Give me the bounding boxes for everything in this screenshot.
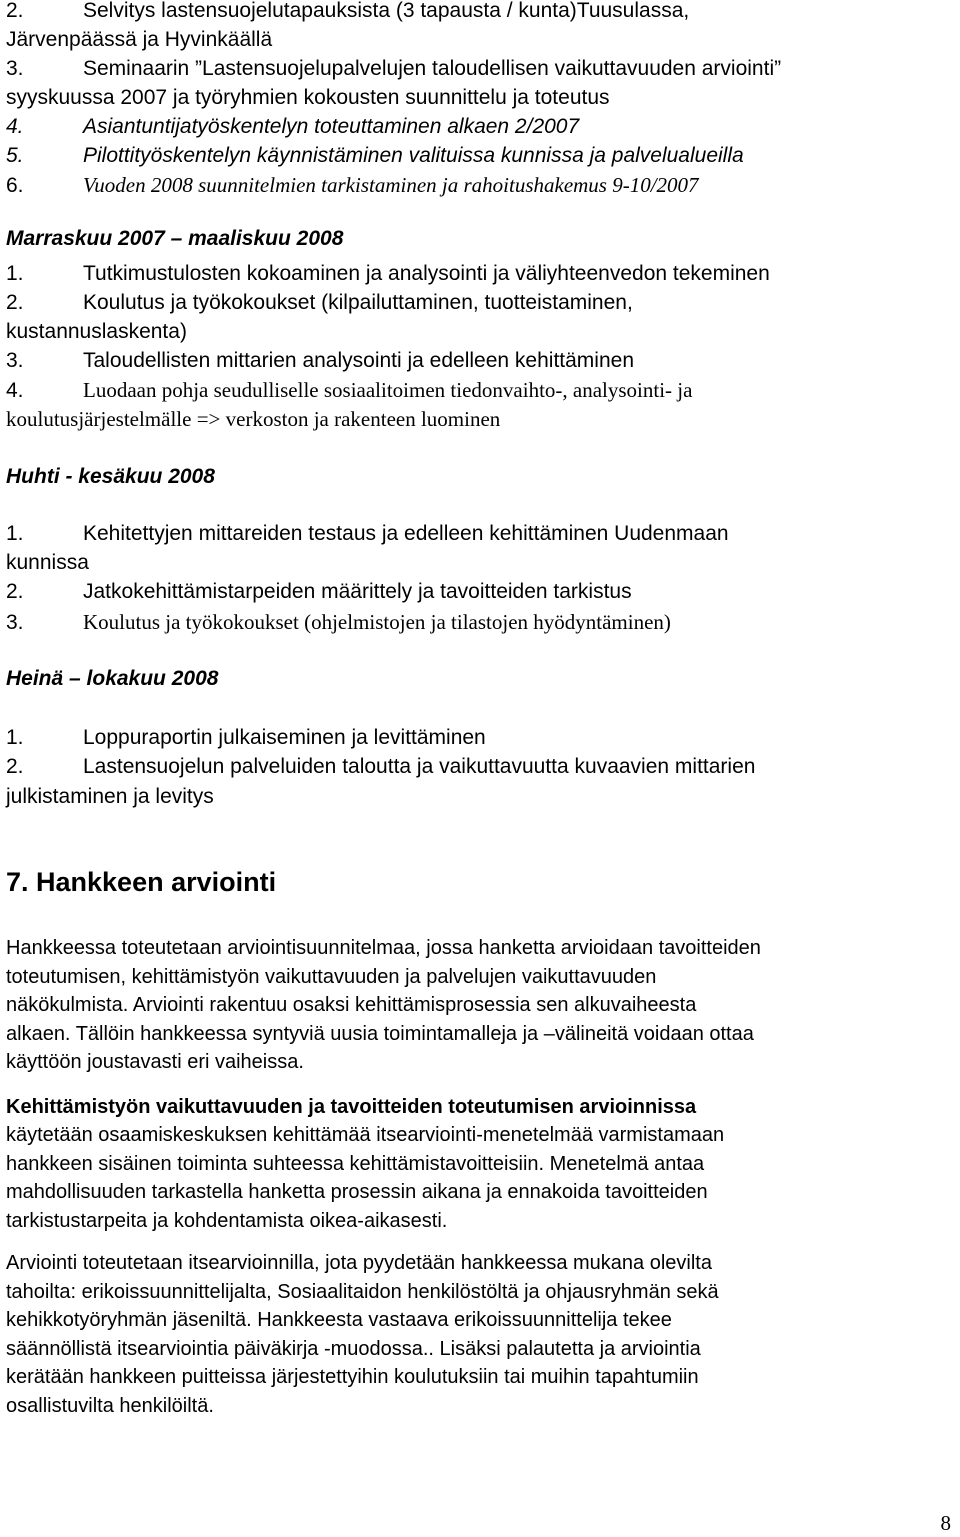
list-item <box>6 172 699 199</box>
list-item <box>6 579 632 605</box>
list-item <box>6 290 633 316</box>
list-item-continuation <box>6 319 187 345</box>
list-item-continuation <box>6 550 89 576</box>
section-heading: Marraskuu 2007 – maaliskuu 2008 <box>6 227 344 250</box>
paragraph-line: kerätään hankkeen puitteissa järjestettyihin koulutuksiin tai muihin tapahtumiin <box>6 1366 699 1388</box>
list-text: Jatkokehittämistarpeiden määrittely ja tavoitteiden tarkistus <box>83 580 632 603</box>
list-item-continuation <box>6 406 500 432</box>
paragraph-line: toteutumisen, kehittämistyön vaikuttavuuden ja palvelujen vaikuttavuuden <box>6 966 657 988</box>
list-item <box>6 754 755 780</box>
list-number: 3. <box>6 349 24 372</box>
list-number: 2. <box>6 291 24 314</box>
list-item <box>6 0 689 24</box>
list-item-continuation <box>6 85 610 111</box>
list-number: 2. <box>6 580 24 603</box>
list-text: Asiantuntijatyöskentelyn toteuttaminen alkaen 2/2007 <box>83 115 580 138</box>
list-item <box>6 56 781 82</box>
paragraph-line: säännöllistä itsearviointia päiväkirja -muodossa.. Lisäksi palautetta ja arviointia <box>6 1338 701 1360</box>
list-text: Pilottityöskentelyn käynnistäminen valituissa kunnissa ja palvelualueilla <box>83 144 744 167</box>
list-number: 1. <box>6 522 24 545</box>
paragraph-line: kehikkotyöryhmän jäseniltä. Hankkeesta vastaava erikoissuunnittelija tekee <box>6 1309 672 1331</box>
list-number: 3. <box>6 611 24 634</box>
list-text: kunnissa <box>6 551 89 574</box>
paragraph-line: osallistuvilta henkilöiltä. <box>6 1395 214 1417</box>
paragraph-line: Hankkeessa toteutetaan arviointisuunnitelmaa, jossa hanketta arvioidaan tavoitteiden <box>6 937 761 959</box>
list-text: Loppuraportin julkaiseminen ja levittäminen <box>83 726 486 749</box>
page-number: 8 <box>940 1511 951 1535</box>
paragraph-line: alkaen. Tällöin hankkeessa syntyviä uusia toimintamalleja ja –välineitä voidaan ottaa <box>6 1023 754 1045</box>
list-item <box>6 261 770 287</box>
paragraph-line: tarkistustarpeita ja kohdentamista oikea-aikasesti. <box>6 1210 448 1232</box>
list-text: Seminaarin ”Lastensuojelupalvelujen taloudellisen vaikuttavuuden arviointi” <box>83 57 782 80</box>
list-text: Vuoden 2008 suunnitelmien tarkistaminen ja rahoitushakemus 9-10/2007 <box>83 173 699 197</box>
list-text: Koulutus ja työkokoukset (kilpailuttaminen, tuotteistaminen, <box>83 291 633 314</box>
chapter-title: 7. Hankkeen arviointi <box>6 867 277 897</box>
list-item <box>6 114 579 140</box>
list-item-continuation <box>6 784 214 810</box>
paragraph-line: hankkeen sisäinen toiminta suhteessa kehittämistavoitteisiin. Menetelmä antaa <box>6 1153 705 1175</box>
list-item <box>6 143 744 169</box>
list-number: 2. <box>6 0 24 22</box>
list-item-continuation <box>6 27 272 53</box>
list-item <box>6 348 634 374</box>
list-item <box>6 521 729 547</box>
list-text: syyskuussa 2007 ja työryhmien kokousten suunnittelu ja toteutus <box>6 86 610 109</box>
section-heading: Heinä – lokakuu 2008 <box>6 667 219 690</box>
list-number: 5. <box>6 144 24 167</box>
list-text: koulutusjärjestelmälle => verkoston ja rakenteen luominen <box>6 407 501 431</box>
list-item <box>6 609 671 636</box>
list-text: kustannuslaskenta) <box>6 320 187 343</box>
paragraph-lead-bold: Kehittämistyön vaikuttavuuden ja tavoitteiden toteutumisen arvioinnissa <box>6 1096 697 1118</box>
list-text: Luodaan pohja seudulliselle sosiaalitoimen tiedonvaihto-, analysointi- ja <box>83 378 693 402</box>
list-text: Lastensuojelun palveluiden taloutta ja vaikuttavuutta kuvaavien mittarien <box>83 755 756 778</box>
list-item <box>6 377 692 404</box>
paragraph-line: käyttöön joustavasti eri vaiheissa. <box>6 1051 304 1073</box>
list-number: 4. <box>6 379 24 402</box>
paragraph-line: Arviointi toteutetaan itsearvioinnilla, jota pyydetään hankkeessa mukana olevilta <box>6 1252 712 1274</box>
paragraph-line: käytetään osaamiskeskuksen kehittämää itsearviointi-menetelmää varmistamaan <box>6 1124 725 1146</box>
list-number: 1. <box>6 262 24 285</box>
list-text: Selvitys lastensuojelutapauksista (3 tapausta / kunta)Tuusulassa, <box>83 0 690 22</box>
list-number: 4. <box>6 115 24 138</box>
list-text: julkistaminen ja levitys <box>6 785 214 808</box>
list-number: 1. <box>6 726 24 749</box>
paragraph-line: mahdollisuuden tarkastella hanketta prosessin aikana ja ennakoida tavoitteiden <box>6 1181 708 1203</box>
list-item <box>6 725 486 751</box>
section-heading: Huhti - kesäkuu 2008 <box>6 465 215 488</box>
paragraph-line: näkökulmista. Arviointi rakentuu osaksi kehittämisprosessia sen alkuvaiheesta <box>6 994 697 1016</box>
list-text: Kehitettyjen mittareiden testaus ja edelleen kehittäminen Uudenmaan <box>83 522 729 545</box>
list-number: 6. <box>6 174 24 197</box>
list-text: Tutkimustulosten kokoaminen ja analysointi ja väliyhteenvedon tekeminen <box>83 262 770 285</box>
list-text: Taloudellisten mittarien analysointi ja edelleen kehittäminen <box>83 349 634 372</box>
paragraph-line: tahoilta: erikoissuunnittelijalta, Sosiaalitaidon henkilöstöltä ja ohjausryhmän sekä <box>6 1281 719 1303</box>
list-text: Järvenpäässä ja Hyvinkäällä <box>6 28 273 51</box>
list-number: 2. <box>6 755 24 778</box>
list-text: Koulutus ja työkokoukset (ohjelmistojen ja tilastojen hyödyntäminen) <box>83 610 671 634</box>
list-number: 3. <box>6 57 24 80</box>
